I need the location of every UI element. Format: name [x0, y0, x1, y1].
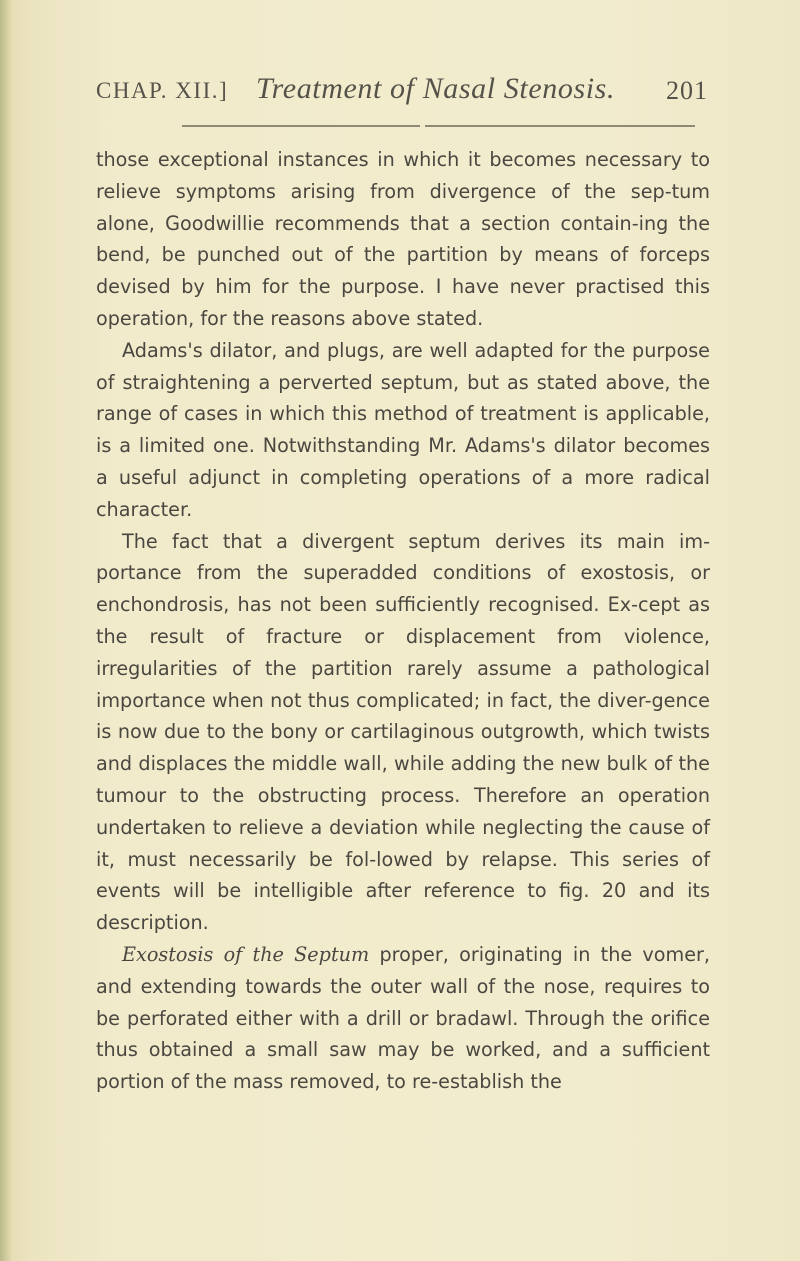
paragraph-text: proper, originating in the vomer, and extending towards the outer wall of the nose, requires to be perforated either with a drill or bradawl. Through the orifice thus obtained a small saw may be worked, and a sufficient portion of the mass removed, to re-establish the — [96, 942, 710, 1094]
page-number: 201 — [666, 76, 708, 105]
paragraph-adams-dilator — [96, 335, 710, 526]
paragraph-text: Adams's dilator, and plugs, are well adapted for the purpose of straightening a perverted septum, but as stated above, the range of cases in which this method of treatment is applicable, is a limited one. Notwithstanding Mr. Adams's dilator becomes a useful adjunct in completing operations of a more radical character. — [96, 338, 710, 521]
paragraph-exostosis — [96, 939, 710, 1098]
running-title: Treatment of Nasal Stenosis. — [256, 72, 616, 105]
paragraph-text: The fact that a divergent septum derives its main im-portance from the superadded conditions of exostosis, or enchondrosis, has not been sufficiently recognised. Ex-cept as the result of fracture or displacement from violence, irregularities of the partition rarely assume a pathological importance when not thus complicated; in fact, the diver-gence is now due to the bony or cartilaginous outgrowth, which twists and displaces the middle wall, while adding the new bulk of the tumour to the obstructing process. Therefore an operation undertaken to relieve a deviation while neglecting the cause of it, must necessarily be fol-lowed by relapse. This series of events will be intelligible after reference to fig. 20 and its description. — [96, 529, 710, 935]
running-header — [96, 72, 708, 116]
paragraph-text: those exceptional instances in which it becomes necessary to relieve symptoms arising from divergence of the sep-tum alone, Goodwillie recommends that a section contain-ing the bend, be punched out of the partition by means of forceps devised by him for the purpose. I have never practised this operation, for the reasons above stated. — [96, 148, 710, 330]
header-rule-left — [182, 125, 420, 127]
body-text — [96, 144, 710, 1098]
italic-heading: Exostosis of the Septum — [122, 942, 370, 966]
paragraph-divergent-septum — [96, 526, 710, 939]
header-rule-right — [425, 125, 695, 127]
chapter-label: CHAP. XII.] — [96, 78, 229, 103]
paragraph-continuation — [96, 144, 710, 335]
